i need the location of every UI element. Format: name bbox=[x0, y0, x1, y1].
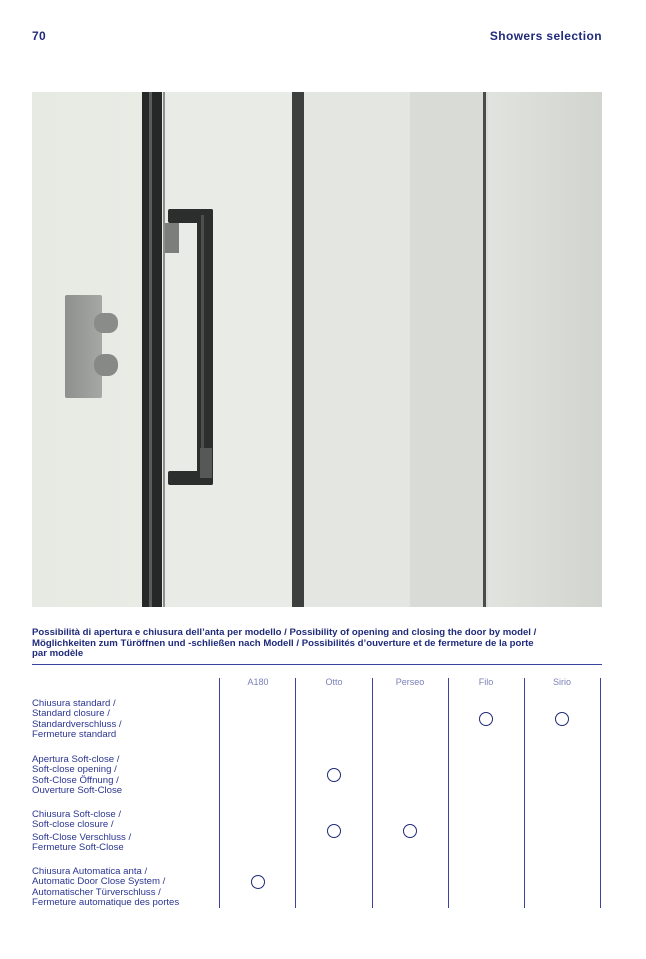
row-label-line: Soft-close opening / bbox=[32, 764, 117, 776]
table-heading bbox=[32, 628, 608, 660]
row-label-line: Soft-close closure / bbox=[32, 819, 114, 831]
availability-circle-icon bbox=[403, 824, 417, 838]
row-label-soft-close-opening bbox=[32, 755, 220, 797]
section-title: Showers selection bbox=[489, 29, 602, 43]
table-heading-line: Possibilità di apertura e chiusura dell’anta per modello / Possibility of opening and closing the door by model / bbox=[32, 627, 537, 638]
row-label-line: Automatischer Türverschluss / bbox=[32, 886, 161, 898]
row-label-line: Soft-Close Verschluss / bbox=[32, 831, 132, 843]
row-label-line: Fermeture standard bbox=[32, 729, 117, 741]
table-heading-line: par modèle bbox=[32, 648, 84, 659]
shower-door-photo bbox=[32, 92, 602, 607]
row-label-line: Soft-Close Öffnung / bbox=[32, 774, 119, 786]
column-header-otto: Otto bbox=[325, 677, 343, 687]
availability-circle-icon bbox=[327, 768, 341, 782]
row-label-line: Chiusura standard / bbox=[32, 698, 116, 709]
column-divider bbox=[295, 678, 296, 908]
availability-circle-icon bbox=[327, 824, 341, 838]
shower-door-illustration bbox=[32, 92, 602, 607]
row-label-line: Standardverschluss / bbox=[32, 718, 122, 730]
column-header-perseo: Perseo bbox=[395, 677, 425, 687]
column-divider bbox=[372, 678, 373, 908]
row-label-line: Automatic Door Close System / bbox=[32, 876, 166, 888]
row-label-line: Chiusura Soft-close / bbox=[32, 809, 122, 820]
availability-circle-icon bbox=[479, 712, 493, 726]
row-label-line: Fermeture automatique des portes bbox=[32, 897, 180, 909]
row-label-line: Fermeture Soft-Close bbox=[32, 842, 124, 854]
table-heading-line: Möglichkeiten zum Türöffnen und -schließen nach Modell / Possibilités d’ouverture et de fermeture de la porte bbox=[32, 637, 534, 649]
row-label-standard-closure bbox=[32, 699, 220, 741]
column-divider bbox=[524, 678, 525, 908]
column-header-a180: A180 bbox=[247, 677, 269, 687]
column-header-sirio: Sirio bbox=[552, 677, 571, 687]
row-label-line: Chiusura Automatica anta / bbox=[32, 866, 148, 877]
row-label-line: Standard closure / bbox=[32, 708, 110, 720]
heading-divider bbox=[32, 664, 602, 665]
row-label-line: Ouverture Soft-Close bbox=[32, 785, 123, 797]
column-divider bbox=[600, 678, 601, 908]
row-label-soft-close-closure bbox=[32, 810, 220, 854]
column-divider bbox=[448, 678, 449, 908]
availability-circle-icon bbox=[555, 712, 569, 726]
column-header-filo: Filo bbox=[478, 677, 494, 687]
availability-circle-icon bbox=[251, 875, 265, 889]
page-number: 70 bbox=[32, 29, 46, 43]
row-label-line: Apertura Soft-close / bbox=[32, 754, 120, 765]
row-label-automatic-close bbox=[32, 867, 220, 909]
